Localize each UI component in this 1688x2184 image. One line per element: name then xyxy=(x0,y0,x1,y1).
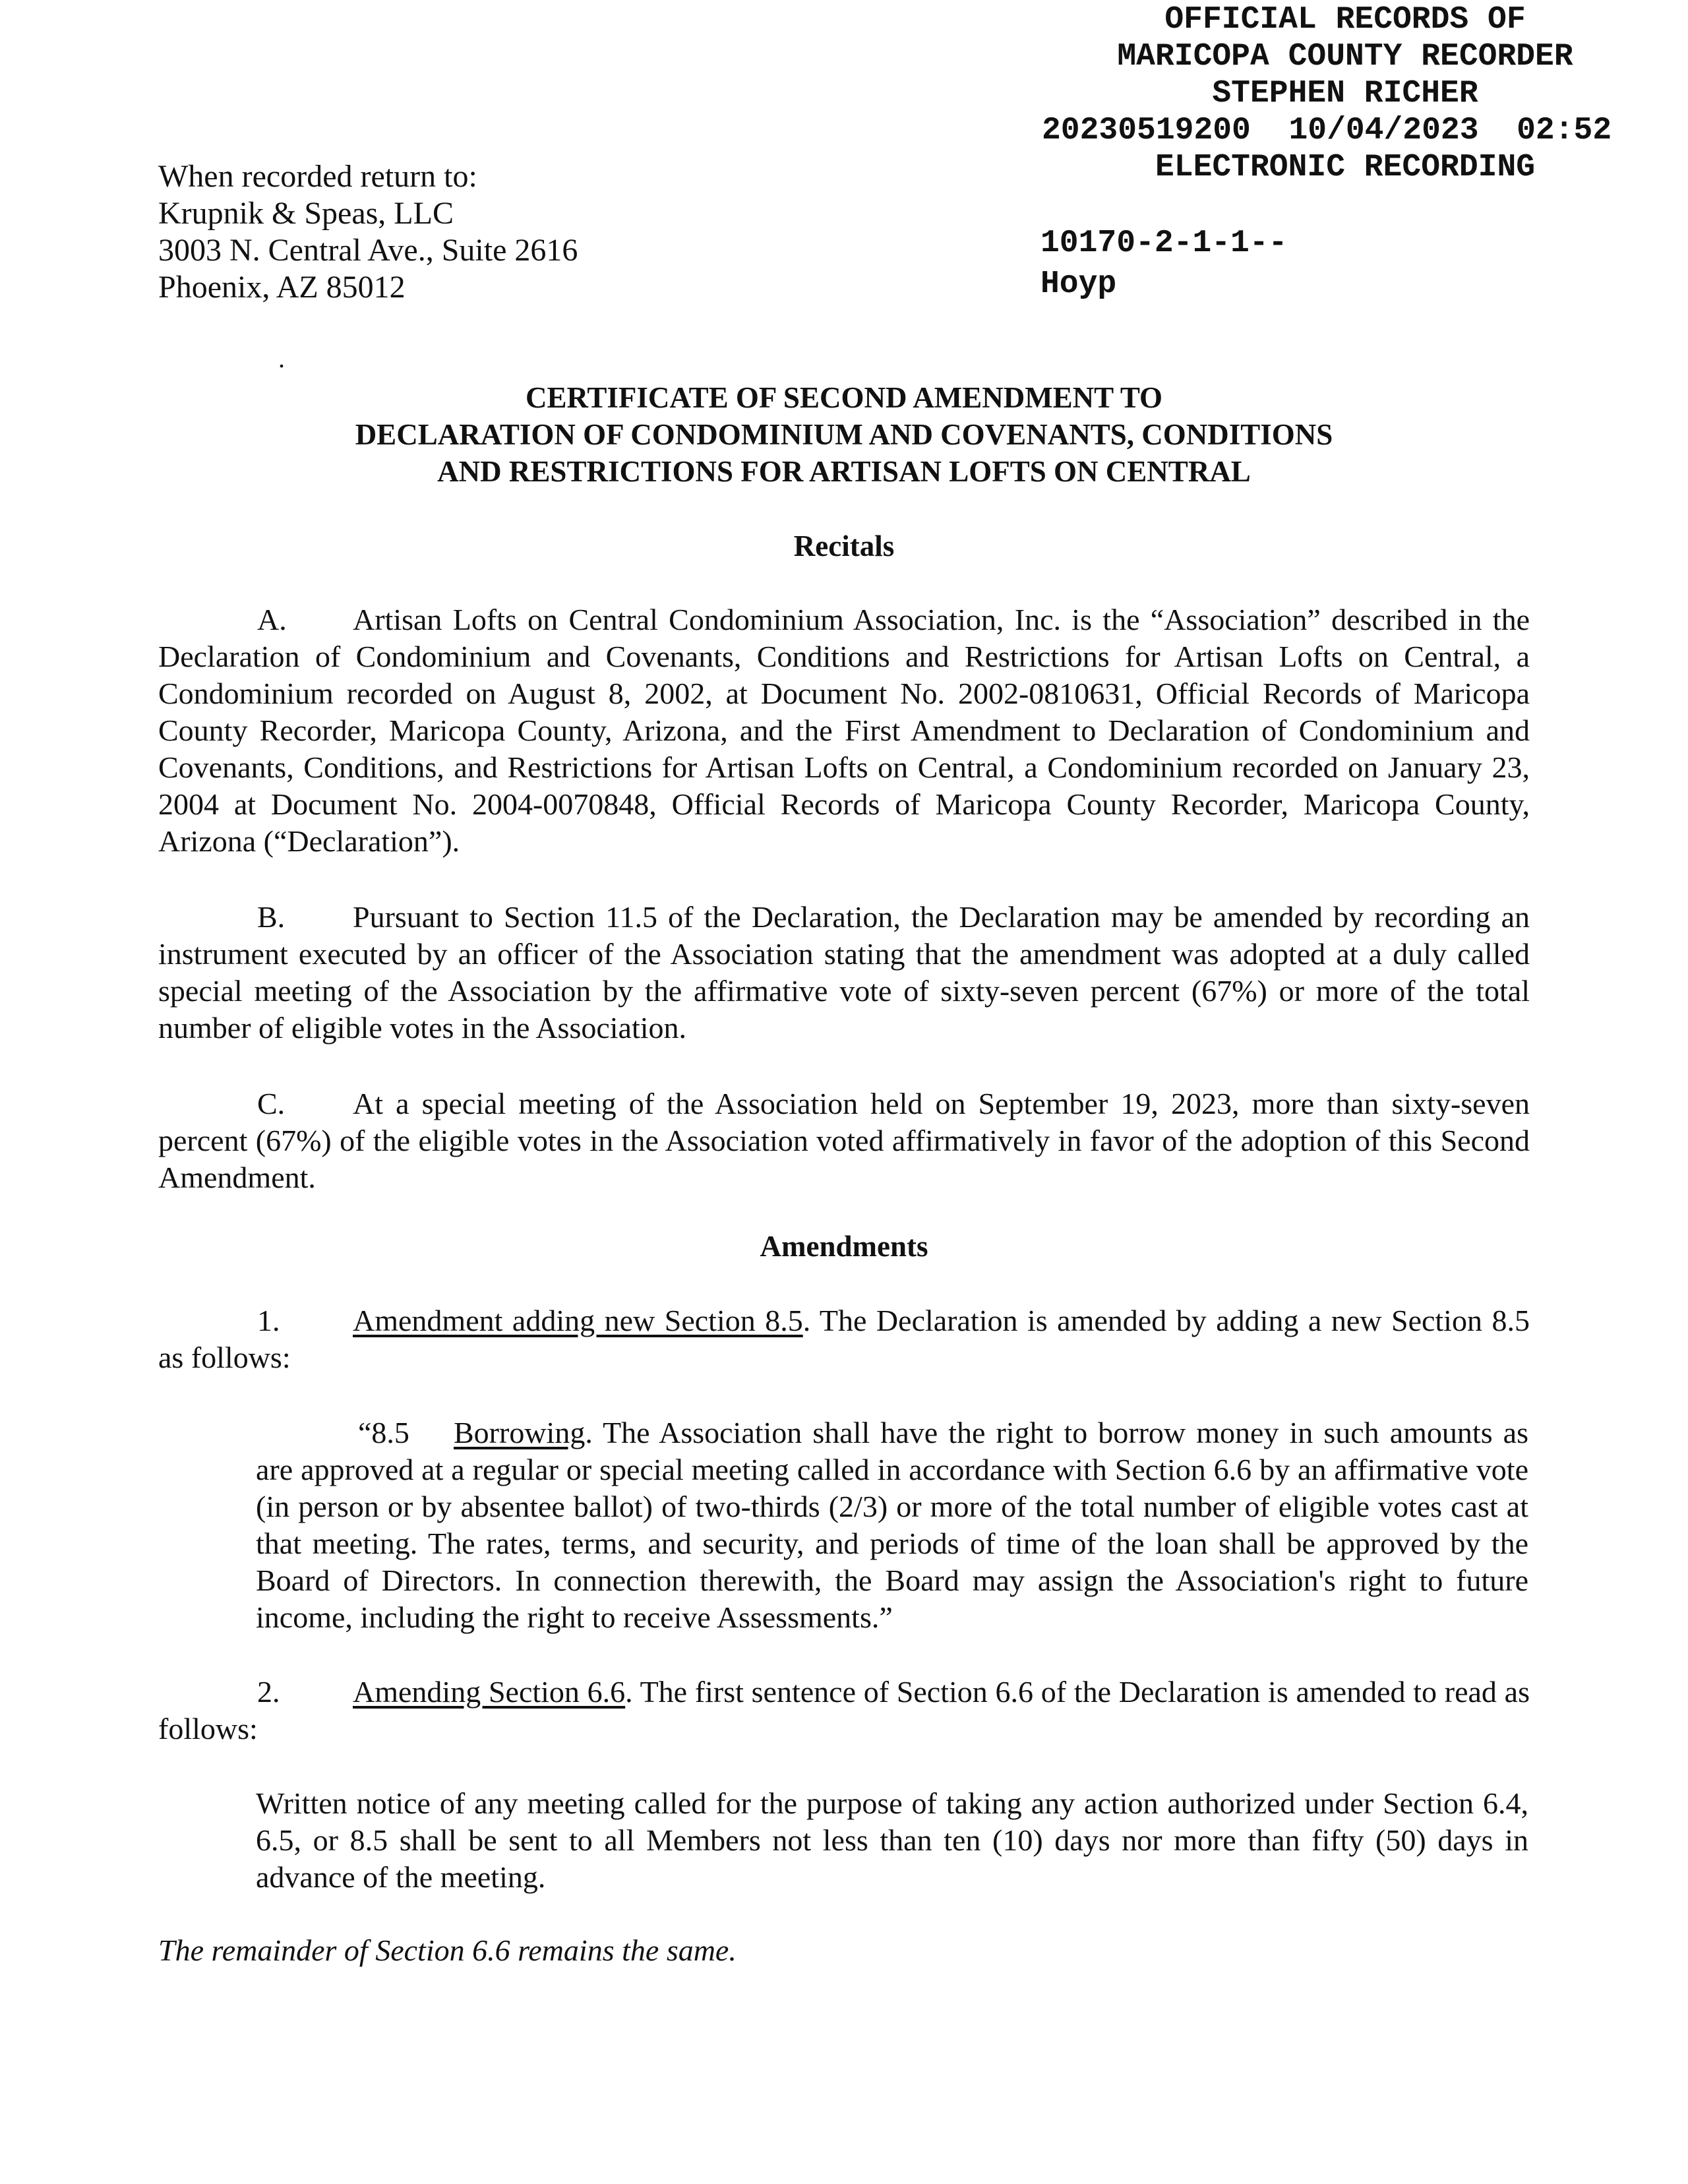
return-to-label: When recorded return to: xyxy=(158,159,477,194)
stamp-line-3: STEPHEN RICHER xyxy=(1212,76,1478,111)
recital-a xyxy=(158,601,1530,860)
recital-b-label: B. xyxy=(257,900,286,934)
stamp-line-5: ELECTRONIC RECORDING xyxy=(1155,150,1536,185)
amendment-1 xyxy=(158,1302,1530,1376)
recorder-stamp xyxy=(1035,1,1655,186)
recital-c-label: C. xyxy=(257,1087,286,1120)
recital-b xyxy=(158,899,1530,1046)
recital-c-text: At a special meeting of the Association held on September 19, 2023, more than sixty-seven percent (67%) of the eligible votes in the Association voted affirmatively in favor of the adoption of this Second Amendment. xyxy=(158,1087,1530,1194)
stamp-ref-initials: Hoyp xyxy=(1040,266,1117,302)
stamp-line-1: OFFICIAL RECORDS OF xyxy=(1164,2,1526,38)
recital-a-label: A. xyxy=(257,603,287,636)
section-6-6-notice: Written notice of any meeting called for the purpose of taking any action authorized under Section 6.4, 6.5, or 8.5 shall be sent to all Members not less than ten (10) days nor more than fifty (50) days in advance of the meeting. xyxy=(256,1786,1528,1894)
amendment-2-text: . The first sentence of Section 6.6 of the Declaration is amended to read as follows: xyxy=(158,1675,1530,1745)
section-8-5-quote xyxy=(256,1414,1528,1636)
amendments-heading: Amendments xyxy=(760,1230,928,1263)
recital-c xyxy=(158,1085,1530,1196)
stamp-line-2: MARICOPA COUNTY RECORDER xyxy=(1117,39,1573,75)
return-to-firm: Krupnik & Speas, LLC xyxy=(158,196,454,231)
recital-a-text: Artisan Lofts on Central Condominium Association, Inc. is the “Association” described in the Declaration of Condominium and Covenants, Conditions and Restrictions for Artisan Lofts on Central, a Condominium recorded on August 8, 2002, at Document No. 2002-0810631, Official Records of Maricopa County Recorder, Maricopa County, Arizona, and the First Amendment to Declaration of Condominium and Covenants, Conditions, and Restrictions for Artisan Lofts on Central, a Condominium recorded on January 23, 2004 at Document No. 2004-0070848, Official Records of Maricopa County Recorder, Maricopa County, Arizona (“Declaration”). xyxy=(158,603,1530,858)
remainder-note: The remainder of Section 6.6 remains the same. xyxy=(158,1933,737,1967)
return-to-address xyxy=(158,158,884,306)
title-line-1: CERTIFICATE OF SECOND AMENDMENT TO xyxy=(525,381,1163,414)
stamp-reference xyxy=(1040,223,1287,305)
stamp-ref-code: 10170-2-1-1-- xyxy=(1040,226,1288,261)
section-8-5-title: Borrowing xyxy=(454,1416,586,1449)
stray-dot: . xyxy=(278,344,285,373)
recital-b-text: Pursuant to Section 11.5 of the Declaration, the Declaration may be amended by recording an instrument executed by an officer of the Association stating that the amendment was adopted at a duly called special meeting of the Association by the affirmative vote of sixty-seven percent (67%) or more of the total number of eligible votes in the Association. xyxy=(158,900,1530,1045)
document-title xyxy=(158,379,1530,490)
amendment-2-label: 2. xyxy=(257,1675,280,1709)
stamp-recording-number: 20230519200 10/04/2023 02:52 xyxy=(1042,113,1612,148)
amendment-1-title: Amendment adding new Section 8.5 xyxy=(353,1304,803,1337)
return-to-street: 3003 N. Central Ave., Suite 2616 xyxy=(158,233,578,268)
section-8-5-text: . The Association shall have the right to borrow money in such amounts as are approved at a regular or special meeting called in accordance with Section 6.6 by an affirmative vote (in person or by absentee ballot) of two-thirds (2/3) or more of the total number of eligible votes cast at that meeting. The rates, terms, and security, and periods of time of the loan shall be approved by the Board of Directors. In connection therewith, the Board may assign the Association's right to future income, including the right to receive Assessments.” xyxy=(256,1416,1528,1634)
recitals-heading: Recitals xyxy=(793,530,895,562)
amendment-2 xyxy=(158,1674,1530,1747)
amendment-2-title: Amending Section 6.6 xyxy=(353,1675,626,1709)
amendment-1-text: . The Declaration is amended by adding a new Section 8.5 as follows: xyxy=(158,1304,1530,1374)
section-8-5-label: “8.5 xyxy=(358,1416,409,1449)
title-line-3: AND RESTRICTIONS FOR ARTISAN LOFTS ON CENTRAL xyxy=(437,455,1251,488)
return-to-city: Phoenix, AZ 85012 xyxy=(158,270,406,305)
amendment-1-label: 1. xyxy=(257,1304,280,1337)
title-line-2: DECLARATION OF CONDOMINIUM AND COVENANTS, CONDITIONS xyxy=(355,418,1333,451)
